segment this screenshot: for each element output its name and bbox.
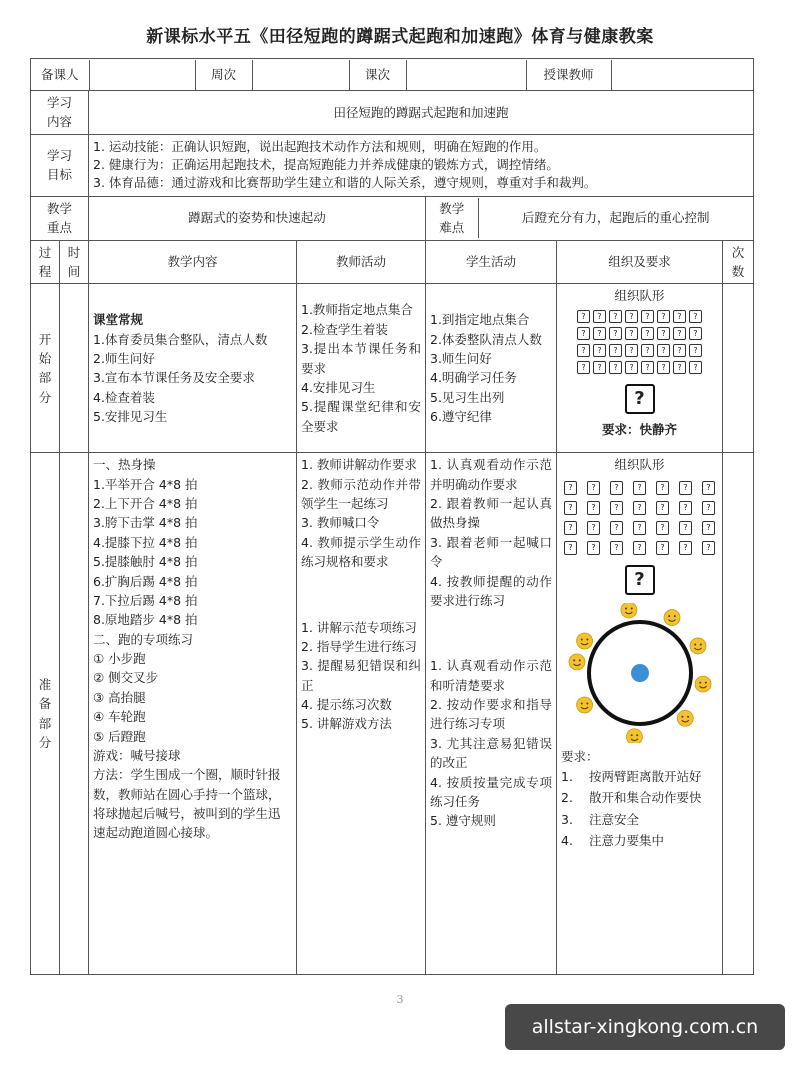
start-org-title: 组织队形 bbox=[614, 288, 665, 304]
student-marker-icon: ? bbox=[641, 361, 654, 374]
smiley-icon bbox=[621, 603, 637, 618]
lesson-label: 课次 bbox=[349, 60, 406, 90]
prep-teacher-group-a bbox=[301, 455, 421, 571]
student-marker-icon: ? bbox=[593, 310, 606, 323]
content-label: 学习 内容 bbox=[31, 91, 89, 135]
student-marker-icon: ? bbox=[564, 541, 577, 555]
prep-teacher-item: 2. 教师示范动作并带领学生一起练习 bbox=[301, 476, 421, 511]
requirement-item bbox=[561, 809, 718, 830]
prep-content-item: ③ 高抬腿 bbox=[93, 689, 146, 705]
smiley-icon bbox=[690, 638, 706, 654]
goal-item: 2. 健康行为：正确运用起跑技术，提高短跑能力并养成健康的锻炼方式，调控情绪。 bbox=[93, 157, 559, 173]
prep-teacher-item: 1. 教师讲解动作要求 bbox=[301, 457, 417, 473]
start-student-item: 6.遵守纪律 bbox=[430, 409, 492, 424]
smiley-icon bbox=[577, 697, 593, 713]
start-teacher-item: 1.教师指定地点集合 bbox=[301, 302, 413, 318]
prep-content-item: 6.扩胸后踢 4*8 拍 bbox=[93, 573, 198, 589]
formation-row bbox=[561, 361, 718, 374]
student-marker-icon: ? bbox=[625, 327, 638, 340]
circle-game-diagram bbox=[561, 603, 719, 743]
prep-content-item: 游戏：喊号接球 bbox=[93, 747, 181, 763]
start-section-row bbox=[31, 284, 754, 453]
prep-teacher-value bbox=[89, 60, 195, 90]
student-marker-icon: ? bbox=[673, 361, 686, 374]
goals-label: 学习 目标 bbox=[31, 134, 89, 196]
prep-teacher-item: 3. 教师喊口令 bbox=[301, 515, 380, 531]
student-marker-icon: ? bbox=[689, 310, 702, 323]
prep-count bbox=[723, 453, 754, 975]
col-count: 次 数 bbox=[723, 240, 754, 284]
student-marker-icon: ? bbox=[633, 501, 646, 515]
student-marker-icon: ? bbox=[593, 327, 606, 340]
requirement-item bbox=[561, 787, 718, 808]
student-marker-icon: ? bbox=[587, 521, 600, 535]
student-marker-icon: ? bbox=[577, 310, 590, 323]
student-marker-icon: ? bbox=[577, 327, 590, 340]
content-value: 田径短跑的蹲踞式起跑和加速跑 bbox=[89, 91, 754, 135]
student-marker-icon: ? bbox=[641, 310, 654, 323]
student-marker-icon: ? bbox=[610, 501, 623, 515]
difficulty-label: 教学 难点 bbox=[426, 198, 478, 238]
prep-org bbox=[557, 453, 723, 975]
prep-teacher-item: 3. 提醒易犯错误和纠正 bbox=[301, 658, 421, 693]
formation-row bbox=[561, 344, 718, 357]
start-teacher bbox=[297, 284, 426, 453]
column-header-row bbox=[31, 240, 754, 284]
start-teacher-item: 5.提醒课堂纪律和安全要求 bbox=[301, 399, 421, 434]
student-marker-icon: ? bbox=[587, 501, 600, 515]
prep-content-item: 7.下拉后踢 4*8 拍 bbox=[93, 592, 198, 608]
start-student-item: 5.见习生出列 bbox=[430, 389, 505, 405]
difficulty-value: 后蹬充分有力，起跑后的重心控制 bbox=[522, 210, 710, 226]
page-title: 新课标水平五《田径短跑的蹲踞式起跑和加速跑》体育与健康教案 bbox=[146, 27, 654, 47]
prep-content-item: 一、热身操 bbox=[93, 457, 156, 473]
student-marker-icon: ? bbox=[587, 481, 600, 495]
prep-label: 准 备 部 分 bbox=[31, 453, 60, 975]
student-marker-icon: ? bbox=[702, 541, 715, 555]
formation-row bbox=[561, 481, 718, 495]
formation-row bbox=[561, 521, 718, 535]
student-marker-icon: ? bbox=[657, 310, 670, 323]
prep-content-item: ④ 车轮跑 bbox=[93, 709, 146, 725]
student-marker-icon: ? bbox=[657, 361, 670, 374]
requirement-text: 注意力要集中 bbox=[589, 832, 665, 848]
prep-content-item: 4.提膝下拉 4*8 拍 bbox=[93, 534, 198, 550]
col-teacher: 教师活动 bbox=[297, 240, 426, 284]
requirement-item bbox=[561, 830, 718, 851]
col-org: 组织及要求 bbox=[557, 240, 723, 284]
formation-row bbox=[561, 501, 718, 515]
start-student-item: 3.师生问好 bbox=[430, 350, 492, 366]
prep-content-item: 1.平举开合 4*8 拍 bbox=[93, 476, 198, 492]
requirement-num: 4. bbox=[561, 832, 573, 848]
student-marker-icon: ? bbox=[564, 521, 577, 535]
student-marker-icon: ? bbox=[593, 344, 606, 357]
teacher-value bbox=[611, 60, 753, 90]
start-content-item: 4.检查着装 bbox=[93, 389, 155, 405]
student-marker-icon: ? bbox=[689, 361, 702, 374]
start-content-item: 2.师生问好 bbox=[93, 350, 155, 366]
header-row bbox=[31, 59, 754, 91]
prep-time bbox=[60, 453, 89, 975]
teacher-marker-icon: ? bbox=[625, 565, 655, 595]
student-marker-icon: ? bbox=[610, 481, 623, 495]
week-label: 周次 bbox=[195, 60, 252, 90]
prep-student-item: 5. 遵守规则 bbox=[430, 813, 496, 829]
student-marker-icon: ? bbox=[564, 501, 577, 515]
prep-student-group-a bbox=[430, 455, 552, 610]
start-content-head: 课堂常规 bbox=[93, 312, 144, 328]
requirement-num: 3. bbox=[561, 811, 573, 827]
student-marker-icon: ? bbox=[577, 344, 590, 357]
prep-student bbox=[426, 453, 557, 975]
lesson-plan-table bbox=[30, 58, 754, 975]
student-marker-icon: ? bbox=[609, 344, 622, 357]
start-org-requirement: 要求：快静齐 bbox=[601, 421, 677, 437]
student-marker-icon: ? bbox=[641, 344, 654, 357]
start-content-item: 3.宣布本节课任务及安全要求 bbox=[93, 370, 255, 386]
prep-student-group-b bbox=[430, 656, 552, 830]
prep-org-req-list bbox=[561, 766, 718, 851]
col-content: 教学内容 bbox=[89, 240, 297, 284]
student-marker-icon: ? bbox=[609, 327, 622, 340]
goal-item: 1. 运动技能：正确认识短跑，说出起跑技术动作方法和规则，明确在短跑的作用。 bbox=[93, 139, 547, 155]
student-marker-icon: ? bbox=[633, 541, 646, 555]
prep-content-item: 2.上下开合 4*8 拍 bbox=[93, 496, 198, 511]
requirement-num: 1. bbox=[561, 769, 573, 784]
requirement-text: 注意安全 bbox=[589, 811, 640, 827]
goals-list bbox=[89, 134, 754, 196]
student-marker-icon: ? bbox=[587, 541, 600, 555]
start-student-item: 1.到指定地点集合 bbox=[430, 312, 530, 328]
smiley-icon bbox=[569, 654, 585, 670]
start-content-item: 1.体育委员集合整队，清点人数 bbox=[93, 331, 268, 347]
prep-teacher-item: 4. 提示练习次数 bbox=[301, 697, 392, 712]
prep-org-title: 组织队形 bbox=[614, 457, 665, 473]
student-marker-icon: ? bbox=[625, 361, 638, 374]
watermark: allstar-xingkong.com.cn bbox=[505, 1004, 785, 1050]
prep-content-item: ⑤ 后蹬跑 bbox=[93, 728, 146, 744]
student-marker-icon: ? bbox=[679, 521, 692, 535]
teacher-marker-icon: ? bbox=[625, 384, 655, 414]
prep-section-row bbox=[31, 453, 754, 975]
prep-org-req-title: 要求： bbox=[561, 748, 599, 764]
start-content-item: 5.安排见习生 bbox=[93, 409, 168, 424]
student-marker-icon: ? bbox=[689, 344, 702, 357]
student-marker-icon: ? bbox=[673, 344, 686, 357]
student-marker-icon: ? bbox=[610, 541, 623, 555]
prep-student-item: 1. 认真观看动作示范和听清楚要求 bbox=[430, 658, 552, 693]
student-marker-icon: ? bbox=[656, 521, 669, 535]
prep-content-item: ② 侧交叉步 bbox=[93, 670, 159, 686]
start-student bbox=[426, 284, 557, 453]
basketball-icon bbox=[631, 664, 649, 682]
smiley-icon bbox=[664, 609, 680, 625]
student-marker-icon: ? bbox=[633, 481, 646, 495]
student-marker-icon: ? bbox=[673, 310, 686, 323]
student-marker-icon: ? bbox=[689, 327, 702, 340]
start-teacher-item: 4.安排见习生 bbox=[301, 379, 376, 395]
start-org bbox=[557, 284, 723, 453]
start-student-item: 4.明确学习任务 bbox=[430, 370, 517, 386]
student-marker-icon: ? bbox=[702, 521, 715, 535]
smiley-icon bbox=[626, 728, 642, 742]
col-time: 时 间 bbox=[60, 240, 89, 284]
student-marker-icon: ? bbox=[593, 361, 606, 374]
prep-student-item: 3. 跟着老师一起喊口令 bbox=[430, 534, 552, 570]
prep-formation-grid bbox=[561, 481, 718, 555]
prep-content-item: 二、跑的专项练习 bbox=[93, 631, 194, 647]
prep-student-item: 4. 按质按量完成专项练习任务 bbox=[430, 774, 552, 809]
student-marker-icon: ? bbox=[625, 344, 638, 357]
start-content bbox=[89, 284, 297, 453]
smiley-icon bbox=[695, 676, 711, 692]
prep-content-item: 3.胯下击掌 4*8 拍 bbox=[93, 515, 198, 531]
prep-student-item: 2. 跟着教师一起认真做热身操 bbox=[430, 496, 552, 531]
prep-student-item: 4. 按教师提醒的动作要求进行练习 bbox=[430, 573, 552, 608]
prep-teacher bbox=[297, 453, 426, 975]
requirement-text: 按两臂距离散开站好 bbox=[589, 769, 702, 784]
student-marker-icon: ? bbox=[679, 481, 692, 495]
col-student: 学生活动 bbox=[426, 240, 557, 284]
goal-item: 3. 体育品德：通过游戏和比赛帮助学生建立和谐的人际关系，遵守规则，尊重对手和裁判。 bbox=[93, 175, 597, 191]
smiley-icon bbox=[577, 633, 593, 649]
start-label: 开 始 部 分 bbox=[31, 284, 60, 453]
student-marker-icon: ? bbox=[679, 501, 692, 515]
student-marker-icon: ? bbox=[633, 521, 646, 535]
prep-student-item: 2. 按动作要求和指导进行练习专项 bbox=[430, 697, 552, 732]
prep-teacher-item: 5. 讲解游戏方法 bbox=[301, 716, 392, 732]
student-marker-icon: ? bbox=[609, 361, 622, 374]
student-marker-icon: ? bbox=[577, 361, 590, 374]
requirement-text: 散开和集合动作要快 bbox=[589, 790, 702, 806]
student-marker-icon: ? bbox=[702, 481, 715, 495]
prep-student-item: 1. 认真观看动作示范并明确动作要求 bbox=[430, 457, 552, 492]
week-value bbox=[252, 60, 349, 90]
student-marker-icon: ? bbox=[656, 541, 669, 555]
start-teacher-item: 2.检查学生着装 bbox=[301, 321, 388, 337]
prep-content-item: 方法：学生围成一个圈，顺时针报数，教师站在圆心手持一个篮球，将球抛起后喊号，被叫到的学生迅速起动跑道圆心接球。 bbox=[93, 767, 281, 841]
student-marker-icon: ? bbox=[610, 521, 623, 535]
key-value: 蹲踞式的姿势和快速起动 bbox=[89, 196, 426, 240]
lesson-value bbox=[406, 60, 526, 90]
prep-teacher-item: 4. 教师提示学生动作练习规格和要求 bbox=[301, 534, 421, 570]
key-label: 教学 重点 bbox=[31, 196, 89, 240]
student-marker-icon: ? bbox=[656, 501, 669, 515]
student-marker-icon: ? bbox=[564, 481, 577, 495]
prep-teacher-item: 1. 讲解示范专项练习 bbox=[301, 619, 417, 635]
smiley-icon bbox=[677, 710, 693, 726]
start-formation-grid bbox=[561, 310, 718, 374]
requirement-item bbox=[561, 766, 718, 787]
formation-row bbox=[561, 541, 718, 555]
page-number: 3 bbox=[396, 993, 404, 1006]
student-marker-icon: ? bbox=[679, 541, 692, 555]
requirement-num: 2. bbox=[561, 790, 573, 806]
start-teacher-item: 3.提出本节课任务和要求 bbox=[301, 341, 421, 376]
student-marker-icon: ? bbox=[625, 310, 638, 323]
prep-content bbox=[89, 453, 297, 975]
prep-content-item: 5.提膝触肘 4*8 拍 bbox=[93, 554, 198, 570]
teacher-label: 授课教师 bbox=[526, 60, 611, 90]
student-marker-icon: ? bbox=[657, 344, 670, 357]
prep-content-item: 8.原地踏步 4*8 拍 bbox=[93, 612, 198, 628]
student-marker-icon: ? bbox=[702, 501, 715, 515]
student-marker-icon: ? bbox=[641, 327, 654, 340]
col-process: 过 程 bbox=[31, 240, 60, 284]
prep-teacher-label: 备课人 bbox=[31, 60, 89, 90]
prep-student-item: 3. 尤其注意易犯错误的改正 bbox=[430, 735, 552, 771]
student-marker-icon: ? bbox=[609, 310, 622, 323]
student-marker-icon: ? bbox=[657, 327, 670, 340]
formation-row bbox=[561, 327, 718, 340]
prep-content-item: ① 小步跑 bbox=[93, 651, 146, 666]
student-marker-icon: ? bbox=[673, 327, 686, 340]
start-count bbox=[723, 284, 754, 453]
start-student-item: 2.体委整队清点人数 bbox=[430, 331, 542, 347]
prep-teacher-item: 2. 指导学生进行练习 bbox=[301, 638, 417, 654]
student-marker-icon: ? bbox=[656, 481, 669, 495]
formation-row bbox=[561, 310, 718, 323]
start-time bbox=[60, 284, 89, 453]
prep-teacher-group-b bbox=[301, 618, 421, 734]
